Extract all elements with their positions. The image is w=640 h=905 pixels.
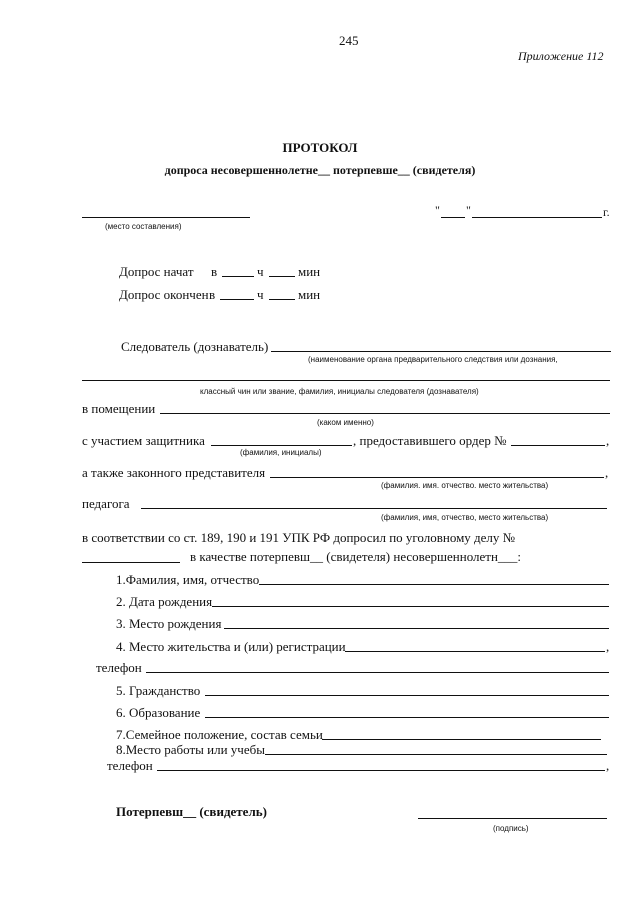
premises-label: в помещении: [82, 401, 156, 416]
field-birth-date-label: 2. Дата рождения: [116, 594, 213, 609]
field-phone-label: телефон: [96, 660, 142, 675]
legal-rep-line[interactable]: [270, 477, 604, 478]
field-phone-2-label: телефон: [107, 758, 153, 773]
field-work-label: 8.Место работы или учебы: [116, 742, 265, 757]
field-residence-label: 4. Место жительства и (или) регистрации: [116, 639, 346, 654]
basis-line-1: в соответствии со ст. 189, 190 и 191 УПК РФ допросил по уголовному делу №: [82, 530, 516, 545]
date-open-quote: ": [435, 203, 440, 217]
field-residence-line[interactable]: [345, 651, 605, 652]
basis-line-2: в качестве потерпевш__ (свидетеля) несовершеннолетн___:: [190, 549, 522, 564]
start-hour-field[interactable]: [222, 276, 254, 277]
end-minute-field[interactable]: [269, 299, 295, 300]
legal-rep-comma: ,: [605, 465, 609, 480]
signature-label: Потерпевш__ (свидетель): [116, 804, 267, 819]
date-mid-quote: ": [466, 203, 471, 217]
case-number-line[interactable]: [82, 562, 180, 563]
field-family-label: 7.Семейное положение, состав семьи: [116, 727, 323, 742]
field-residence-comma: ,: [606, 639, 610, 654]
field-birth-place-label: 3. Место рождения: [116, 616, 222, 631]
field-phone-line[interactable]: [146, 672, 609, 673]
legal-rep-label: а также законного представителя: [82, 465, 266, 480]
field-education-line[interactable]: [205, 717, 609, 718]
field-birth-place-line[interactable]: [224, 628, 609, 629]
field-phone-2-line[interactable]: [157, 770, 605, 771]
teacher-caption: (фамилия, имя, отчество, место жительства): [381, 513, 549, 522]
field-phone-2-comma: ,: [606, 758, 610, 773]
signature-line[interactable]: [418, 818, 607, 819]
defender-order-label: , предоставившего ордер №: [353, 433, 507, 448]
field-education-label: 6. Образование: [116, 705, 201, 720]
end-minute-unit: мин: [298, 287, 321, 302]
defender-name-line[interactable]: [211, 445, 352, 446]
date-month-year-line[interactable]: [472, 217, 602, 218]
document-title: ПРОТОКОЛ: [282, 140, 358, 155]
document-subtitle: допроса несовершеннолетне__ потерпевше__ (свидетеля): [164, 163, 476, 177]
field-family-line[interactable]: [322, 739, 601, 740]
start-minute-unit: мин: [298, 264, 321, 279]
defender-caption: (фамилия, инициалы): [240, 448, 322, 457]
start-at: в: [211, 264, 218, 279]
legal-rep-caption: (фамилия. имя. отчество. место жительства): [381, 481, 549, 490]
field-full-name-label: 1.Фамилия, имя, отчество: [116, 572, 260, 587]
field-birth-date-line[interactable]: [212, 606, 609, 607]
place-line[interactable]: [82, 217, 250, 218]
end-label: Допрос окончен: [119, 287, 209, 302]
investigator-line-1[interactable]: [271, 351, 611, 352]
signature-caption: (подпись): [493, 824, 529, 833]
date-day-line[interactable]: [441, 217, 465, 218]
investigator-label: Следователь (дознаватель): [121, 339, 269, 354]
defender-comma: ,: [606, 433, 610, 448]
premises-line[interactable]: [160, 413, 610, 414]
teacher-line[interactable]: [141, 508, 607, 509]
start-hour-unit: ч: [257, 264, 264, 279]
field-full-name-line[interactable]: [259, 584, 609, 585]
end-hour-unit: ч: [257, 287, 264, 302]
end-hour-field[interactable]: [220, 299, 254, 300]
appendix-label: Приложение 112: [518, 49, 604, 63]
field-citizenship-label: 5. Гражданство: [116, 683, 201, 698]
defender-label: с участием защитника: [82, 433, 205, 448]
investigator-caption-rank: классный чин или звание, фамилия, инициалы следователя (дознавателя): [200, 387, 479, 396]
date-year-suffix: г.: [603, 205, 610, 219]
field-citizenship-line[interactable]: [205, 695, 609, 696]
defender-order-line[interactable]: [511, 445, 605, 446]
start-minute-field[interactable]: [269, 276, 295, 277]
premises-caption: (каком именно): [317, 418, 374, 427]
teacher-label: педагога: [82, 496, 130, 511]
place-caption: (место составления): [105, 222, 182, 231]
field-work-line[interactable]: [265, 754, 607, 755]
end-at: в: [209, 287, 216, 302]
start-label: Допрос начат: [119, 264, 194, 279]
investigator-caption-org: (наименование органа предварительного следствия или дознания,: [308, 355, 558, 364]
page-number: 245: [339, 33, 359, 48]
investigator-line-2[interactable]: [82, 380, 610, 381]
